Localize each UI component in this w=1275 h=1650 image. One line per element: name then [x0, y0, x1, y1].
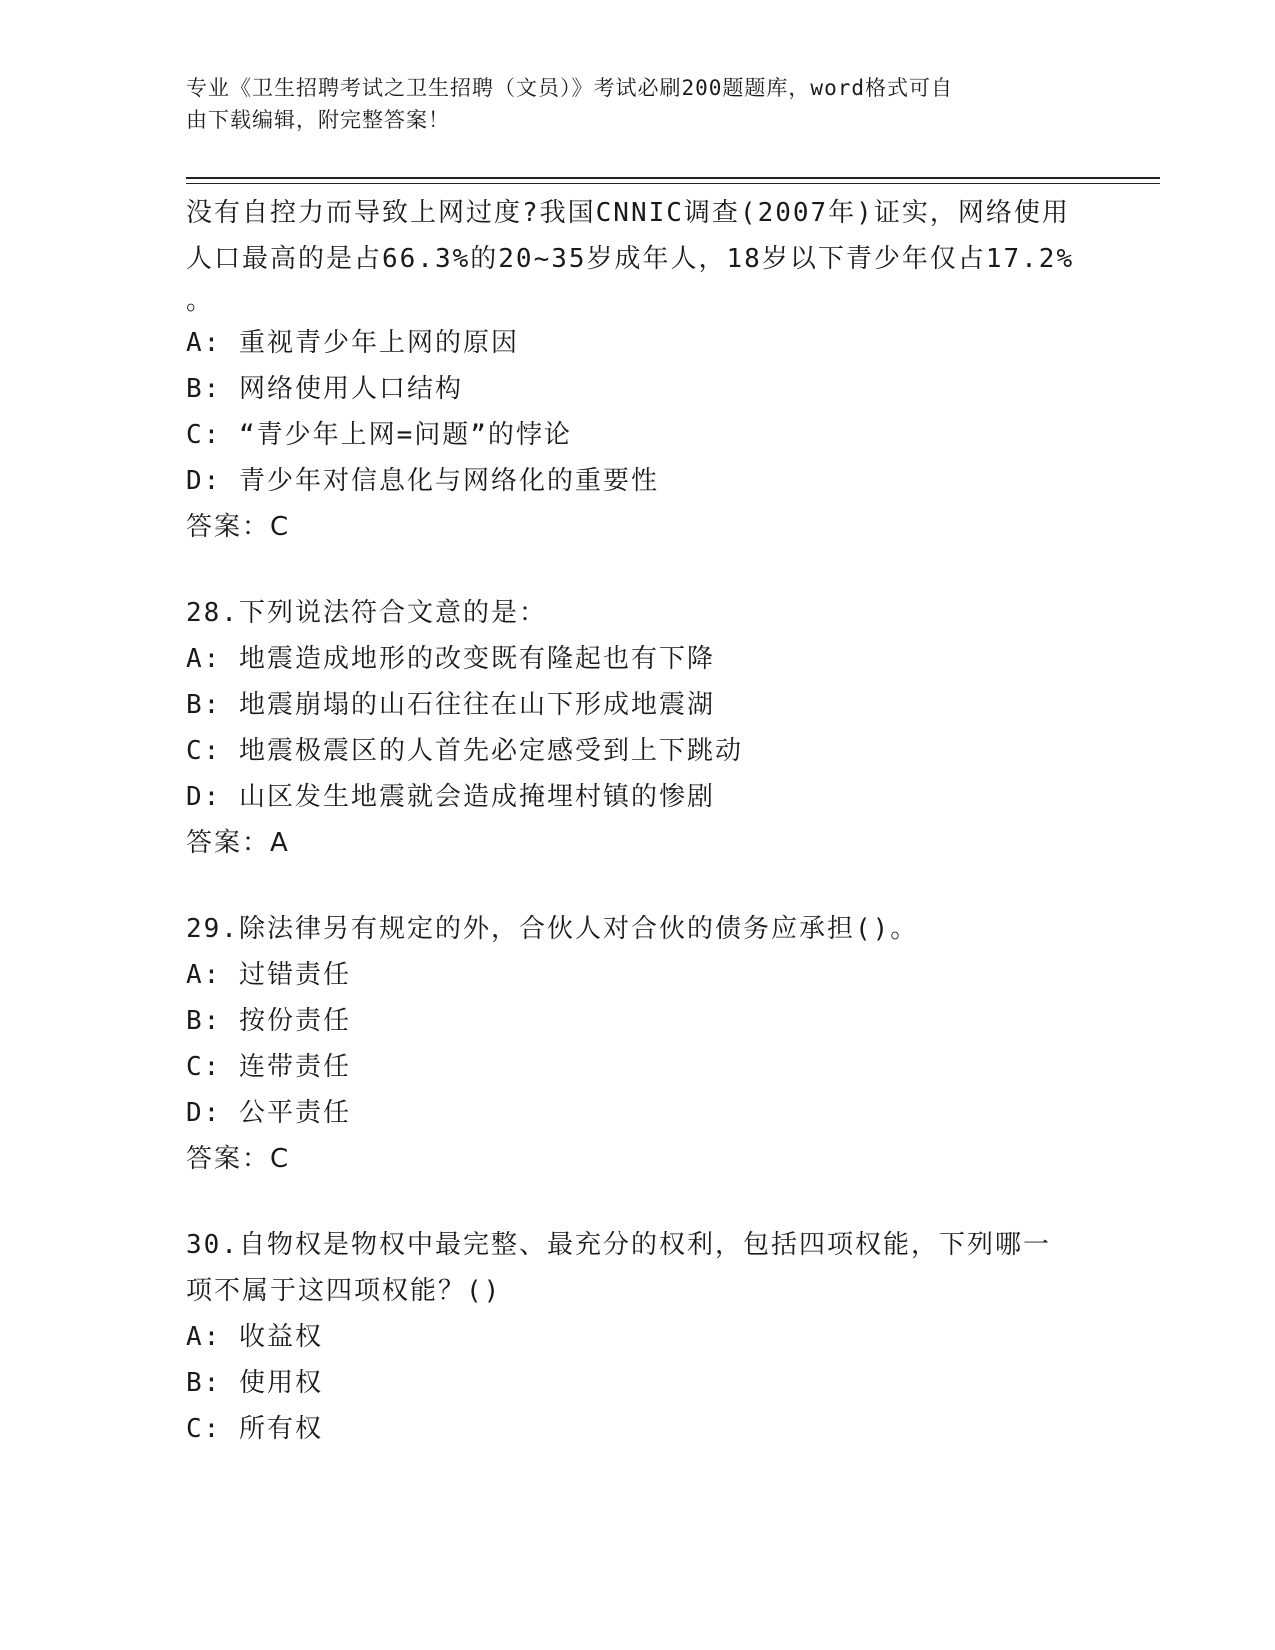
- question-stem-line: 30.自物权是物权中最完整、最充分的权利，包括四项权能，下列哪一: [186, 1230, 1051, 1260]
- answer-line: 答案：C: [186, 512, 291, 542]
- question-stem-line: 。: [186, 286, 215, 316]
- question-30: [186, 1222, 1106, 1452]
- option-a: A: 收益权: [186, 1322, 323, 1352]
- document-header: [186, 72, 1086, 136]
- header-divider-thick: [186, 177, 1160, 179]
- question-gap: [186, 866, 1106, 906]
- option-a: A: 重视青少年上网的原因: [186, 328, 519, 358]
- option-c: C: “青少年上网=问题”的悖论: [186, 420, 572, 450]
- option-b: B: 网络使用人口结构: [186, 374, 463, 404]
- question-stem-line: 项不属于这四项权能？(): [186, 1276, 502, 1306]
- option-a: A: 地震造成地形的改变既有隆起也有下降: [186, 644, 715, 674]
- question-gap: [186, 1182, 1106, 1222]
- question-list: [186, 190, 1106, 1452]
- answer-line: 答案：A: [186, 828, 290, 858]
- option-c: C: 地震极震区的人首先必定感受到上下跳动: [186, 736, 743, 766]
- question-stem-line: 没有自控力而导致上网过度?我国CNNIC调查(2007年)证实，网络使用: [186, 198, 1070, 228]
- option-b: B: 地震崩塌的山石往往在山下形成地震湖: [186, 690, 715, 720]
- option-c: C: 所有权: [186, 1414, 323, 1444]
- question-gap: [186, 550, 1106, 590]
- option-d: D: 公平责任: [186, 1098, 351, 1128]
- option-a: A: 过错责任: [186, 960, 351, 990]
- question-stem-line: 人口最高的是占66.3%的20~35岁成年人，18岁以下青少年仅占17.2%: [186, 244, 1075, 274]
- question-27: [186, 190, 1106, 550]
- option-b: B: 使用权: [186, 1368, 323, 1398]
- option-b: B: 按份责任: [186, 1006, 351, 1036]
- question-29: [186, 906, 1106, 1182]
- question-28: [186, 590, 1106, 866]
- header-line-2: 由下载编辑，附完整答案！: [186, 108, 450, 132]
- header-line-1: 专业《卫生招聘考试之卫生招聘（文员）》考试必刷200题题库，word格式可自: [186, 76, 953, 100]
- question-stem-line: 28.下列说法符合文意的是：: [186, 598, 547, 628]
- header-divider-thin: [186, 183, 1160, 184]
- option-d: D: 青少年对信息化与网络化的重要性: [186, 466, 659, 496]
- option-c: C: 连带责任: [186, 1052, 351, 1082]
- answer-line: 答案：C: [186, 1144, 291, 1174]
- option-d: D: 山区发生地震就会造成掩埋村镇的惨剧: [186, 782, 715, 812]
- question-stem-line: 29.除法律另有规定的外，合伙人对合伙的债务应承担()。: [186, 914, 919, 944]
